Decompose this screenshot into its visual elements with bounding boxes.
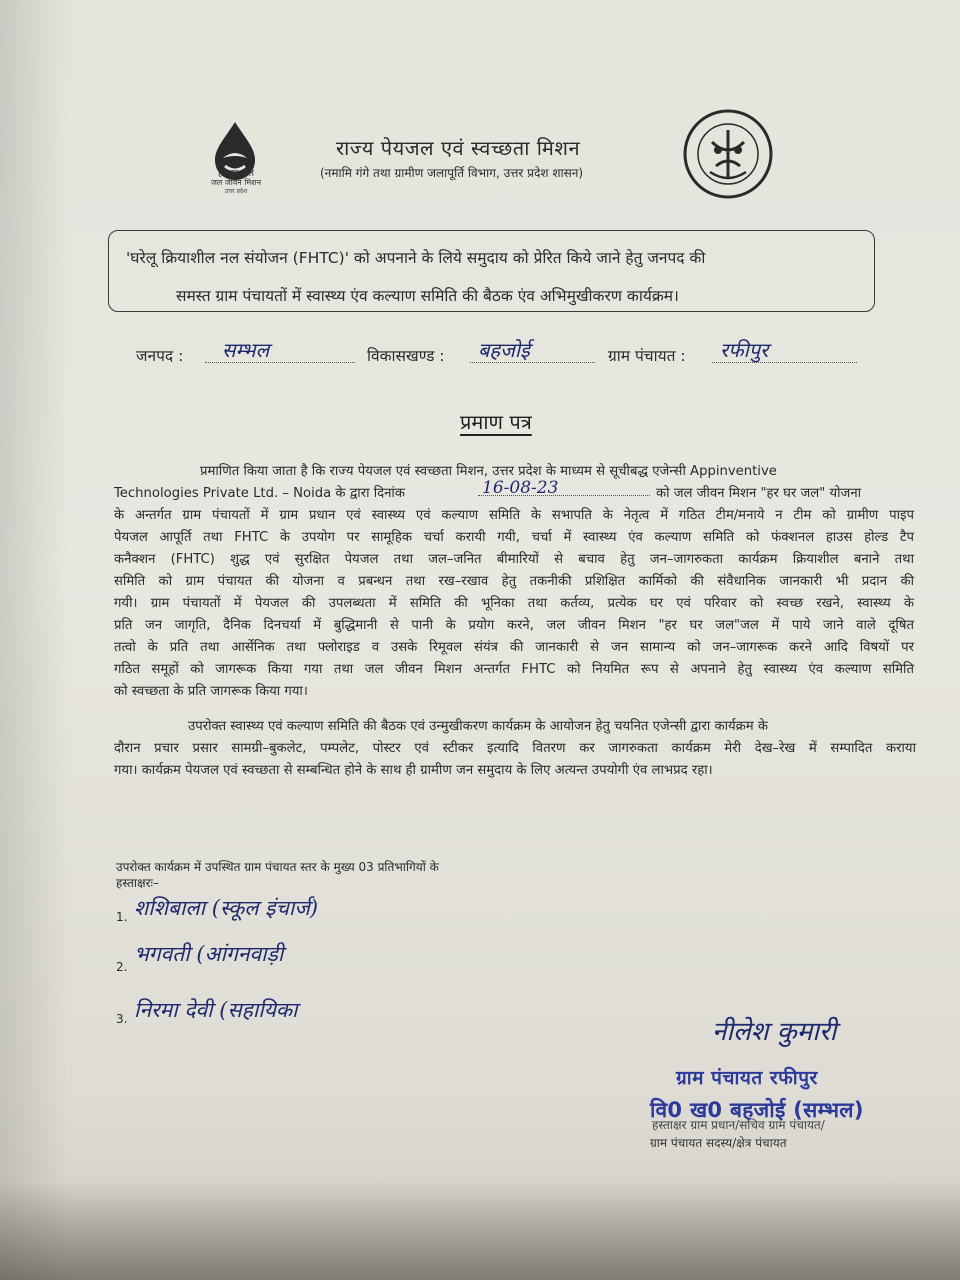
block-value: बहजोई [478, 338, 530, 362]
date-dotline [478, 495, 650, 496]
para1-line-1: प्रमाणित किया जाता है कि राज्य पेयजल एवं स्वच्छता मिशन, उत्तर प्रदेश के माध्यम से सूचीबद्ध एजेन्सी Appinventive [200, 464, 777, 479]
para1-line-9: तत्वो के प्रति तथा आर्सेनिक तथा फ्लोराइड व उसके रिमूवल संयंत्र की जानकारी से जन सामान्य को जन–जागरूक करने आदि विषयों पर [114, 640, 914, 655]
page-shadow-left [0, 0, 70, 1280]
stamp-gram-panchayat: ग्राम पंचायत रफीपुर [676, 1067, 818, 1089]
para1-line-2a: Technologies Private Ltd. – Noida के द्वारा दिनांक [114, 486, 405, 501]
mission-subtitle: (नमामि गंगे तथा ग्रामीण जलापूर्ति विभाग, उत्तर प्रदेश शासन) [320, 166, 584, 180]
page-shadow-bottom [0, 1180, 960, 1280]
logo-caption-state: उत्तर प्रदेश [224, 188, 248, 195]
signatory-role-line-2: ग्राम पंचायत सदस्य/क्षेत्र पंचायत [650, 1136, 787, 1150]
para1-line-7: गयी। ग्राम पंचायतों में पेयजल की उपलब्धता में समिति की भूनिका तथा कर्तव्य, प्रत्येक घर एवं परिवार को स्वच्छ रखने, स्वास्थ्य के [114, 596, 914, 611]
participants-signature-label: हस्ताक्षरः– [116, 876, 159, 890]
pradhan-signature: नीलेश कुमारी [712, 1017, 837, 1047]
para2-line-3: गया। कार्यक्रम पेयजल एवं स्वच्छता से सम्बन्धित होने के साथ ही ग्रामीण जन समुदाय के लिए अत्यन्त उपयोगी एंव लाभप्रद रहा। [114, 763, 713, 778]
para2-line-2: दौरान प्रचार प्रसार सामग्री–बुकलेट, पम्पलेट, पोस्टर एवं स्टीकर इत्यादि वितरण कर जागरुकता कार्यक्रम मेरी देख–रेख में सम्पादित कराया [114, 741, 916, 756]
certificate-title: प्रमाण पत्र [460, 410, 532, 434]
para1-line-5: कनैक्शन (FHTC) शुद्ध एवं सुरक्षित पेयजल तथा जल–जनित बीमारियों से बचाव हेतु जन–जागरुकता कार्यक्रम क्रियाशील बनाने तथा [114, 552, 914, 567]
village-label: ग्राम पंचायत : [608, 347, 686, 365]
village-value: रफीपुर [720, 338, 769, 362]
logo-caption-jal-jeevan: जल जीवन मिशन [210, 178, 262, 187]
para1-line-8: प्रति जन जागृति, दैनिक दिनचर्या में बुद्धिमानी से पानी के प्रयोग करने, जल जीवन मिशन "हर घर जल"जल में पाये जाने वाले दूषित [114, 618, 914, 633]
block-label: विकासखण्ड : [367, 347, 445, 365]
participant-number-1: 1. [116, 910, 128, 924]
participant-signature-3: निरमा देवी (सहायिका [134, 998, 298, 1022]
para1-line-11: को स्वच्छता के प्रति जागरूक किया गया। [114, 684, 308, 699]
subject-line-1: 'घरेलू क्रियाशील नल संयोजन (FHTC)' को अपनाने के लिये समुदाय को प्रेरित किये जाने हेतु जनपद की [126, 249, 706, 267]
district-label: जनपद : [136, 347, 184, 365]
para1-line-6: समिति को ग्राम पंचायत की योजना व प्रबन्धन तथा रख–रखाव हेतु तकनीकी प्रशिक्षित कार्मिको की संवैधानिक जानकारी भी प्रदान की [114, 574, 914, 589]
participant-number-2: 2. [116, 960, 128, 974]
para1-line-10: गठित समूहों को जागरूक किया गया तथा जल जीवन मिशन अन्तर्गत FHTC को नियमित रूप से अपनाने हेतु स्वास्थ्य एंव कल्याण समिति [114, 662, 914, 677]
mission-title: राज्य पेयजल एवं स्वच्छता मिशन [336, 136, 581, 160]
stamp-block: वि0 ख0 बहजोई (सम्भल) [650, 1098, 864, 1122]
district-value: सम्भल [222, 338, 270, 362]
para1-line-4: पेयजल आपूर्ति तथा FHTC के उपयोग पर सामूहिक चर्चा करायी गयी, चर्चा में स्वास्थ्य एंव कल्याण समिति को फंक्शनल हाउस होल्ड टैप [114, 530, 914, 545]
participant-signature-2: भगवती (आंगनवाड़ी [134, 942, 284, 966]
subject-line-2: समस्त ग्राम पंचायतों में स्वास्थ्य एंव कल्याण समिति की बैठक एंव अभिमुखीकरण कार्यक्रम। [176, 287, 679, 305]
para1-line-2b: को जल जीवन मिशन "हर घर जल" योजना [656, 486, 862, 501]
participant-signature-1: शशिबाला (स्कूल इंचार्ज) [134, 896, 319, 920]
up-government-seal-icon [682, 108, 774, 200]
logo-caption-har-ghar-jal: हर घर जल [218, 169, 254, 179]
participant-number-3: 3. [116, 1012, 128, 1026]
para1-line-3: के अन्तर्गत ग्राम पंचायतों में ग्राम प्रधान एवं स्वास्थ्य एवं कल्याण समिति के सभापति के नेतृत्व में गठित टीम/मनाये न टीम को ग्रामीण पाइप [114, 508, 914, 523]
participants-intro: उपरोक्त कार्यक्रम में उपस्थित ग्राम पंचायत स्तर के मुख्य 03 प्रतिभागियों के [116, 860, 439, 874]
para2-line-1: उपरोक्त स्वास्थ्य एवं कल्याण समिति की बैठक एवं उन्मुखीकरण कार्यक्रम के आयोजन हेतु चयनित एजेन्सी द्वारा कार्यक्रम के [188, 719, 769, 734]
signatory-role-line-1: हस्ताक्षर ग्राम प्रधान/सचिव ग्राम पंचायत/ [652, 1118, 825, 1132]
program-date-value: 16-08-23 [482, 478, 559, 498]
